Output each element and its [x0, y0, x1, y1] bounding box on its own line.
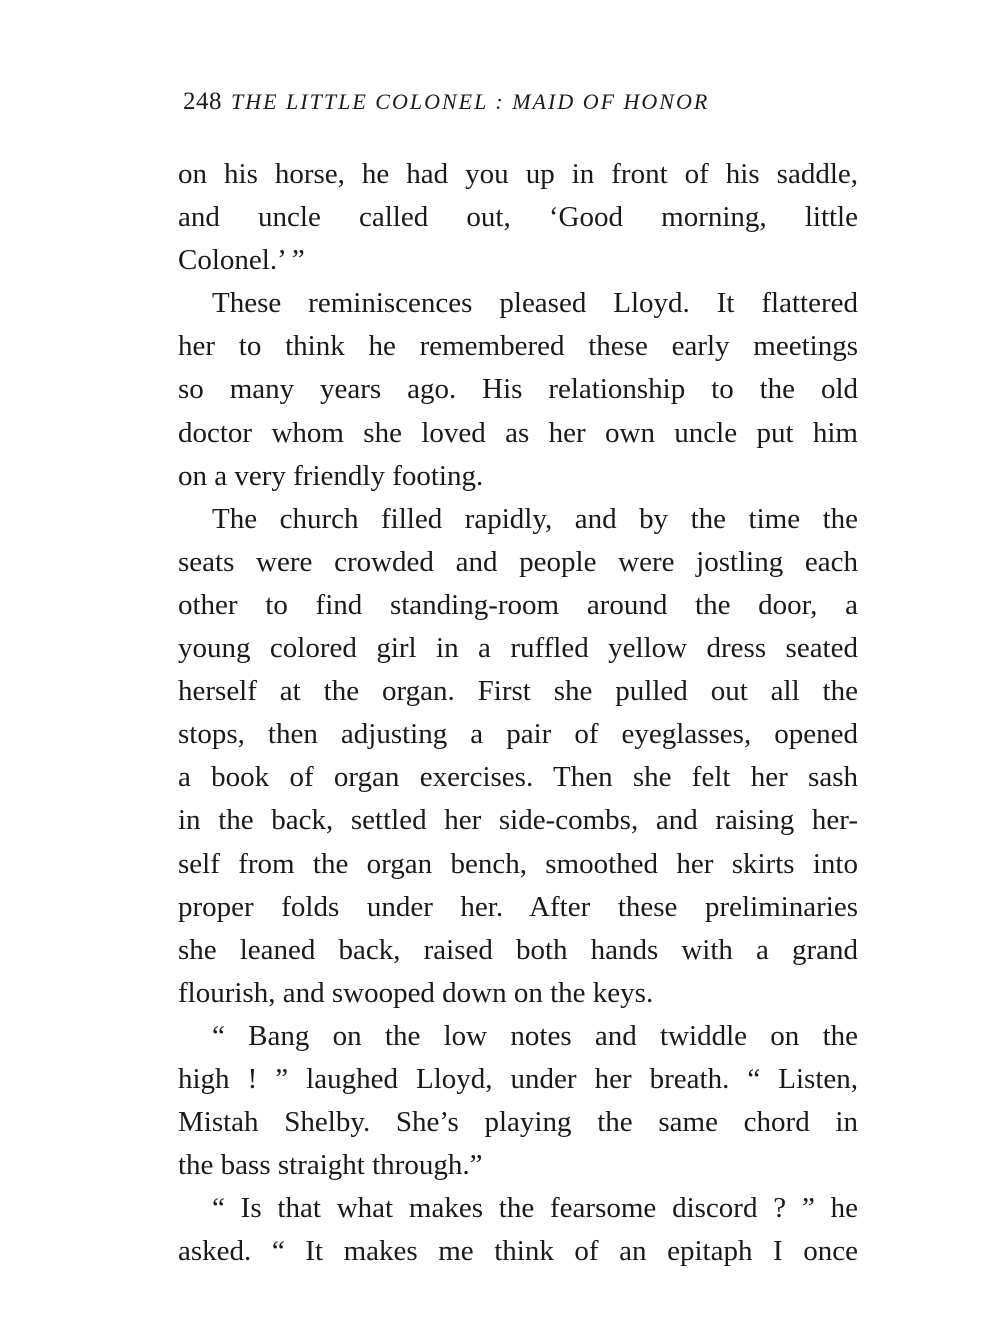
text-line: young colored girl in a ruffled yellow dress seated	[178, 632, 858, 665]
page-number: 248	[183, 88, 222, 115]
text-line: Colonel.’ ”	[178, 244, 305, 277]
text-line: The church filled rapidly, and by the time the	[212, 502, 858, 535]
text-line: other to find standing-room around the door, a	[178, 588, 858, 621]
text-line: so many years ago. His relationship to the old	[178, 373, 858, 406]
text-line: stops, then adjusting a pair of eyeglasses, opened	[178, 718, 858, 751]
text-line: in the back, settled her side-combs, and raising her-	[178, 804, 858, 837]
paragraph-3	[178, 498, 858, 1015]
text-line: asked. “ It makes me think of an epitaph I once	[178, 1235, 858, 1268]
text-line: flourish, and swooped down on the keys.	[178, 976, 654, 1009]
text-line: doctor whom she loved as her own uncle put him	[178, 416, 858, 449]
text-line: seats were crowded and people were jostling each	[178, 545, 858, 578]
text-line: high ! ” laughed Lloyd, under her breath. “ Listen,	[178, 1062, 858, 1095]
text-line: her to think he remembered these early meetings	[178, 330, 858, 363]
text-line: “ Bang on the low notes and twiddle on the	[212, 1019, 858, 1052]
text-line: the bass straight through.”	[178, 1149, 483, 1182]
book-title: THE LITTLE COLONEL : MAID OF HONOR	[231, 89, 710, 114]
text-line: proper folds under her. After these preliminaries	[178, 890, 858, 923]
paragraph-1	[178, 153, 858, 282]
text-line: Mistah Shelby. She’s playing the same chord in	[178, 1106, 858, 1139]
text-line: herself at the organ. First she pulled out all the	[178, 675, 858, 708]
paragraph-2	[178, 282, 858, 497]
text-line: These reminiscences pleased Lloyd. It flattered	[212, 287, 858, 320]
body-text	[178, 153, 858, 1273]
text-line: on a very friendly footing.	[178, 459, 484, 492]
text-line: on his horse, he had you up in front of his saddle,	[178, 158, 858, 190]
paragraph-4	[178, 1015, 858, 1187]
text-line: a book of organ exercises. Then she felt her sash	[178, 761, 858, 794]
text-line: self from the organ bench, smoothed her skirts into	[178, 847, 858, 880]
text-line: she leaned back, raised both hands with a grand	[178, 933, 858, 966]
running-head	[183, 88, 863, 128]
text-line: “ Is that what makes the fearsome discord ? ” he	[212, 1192, 858, 1225]
text-line: and uncle called out, ‘Good morning, little	[178, 201, 858, 234]
paragraph-5	[178, 1187, 858, 1273]
